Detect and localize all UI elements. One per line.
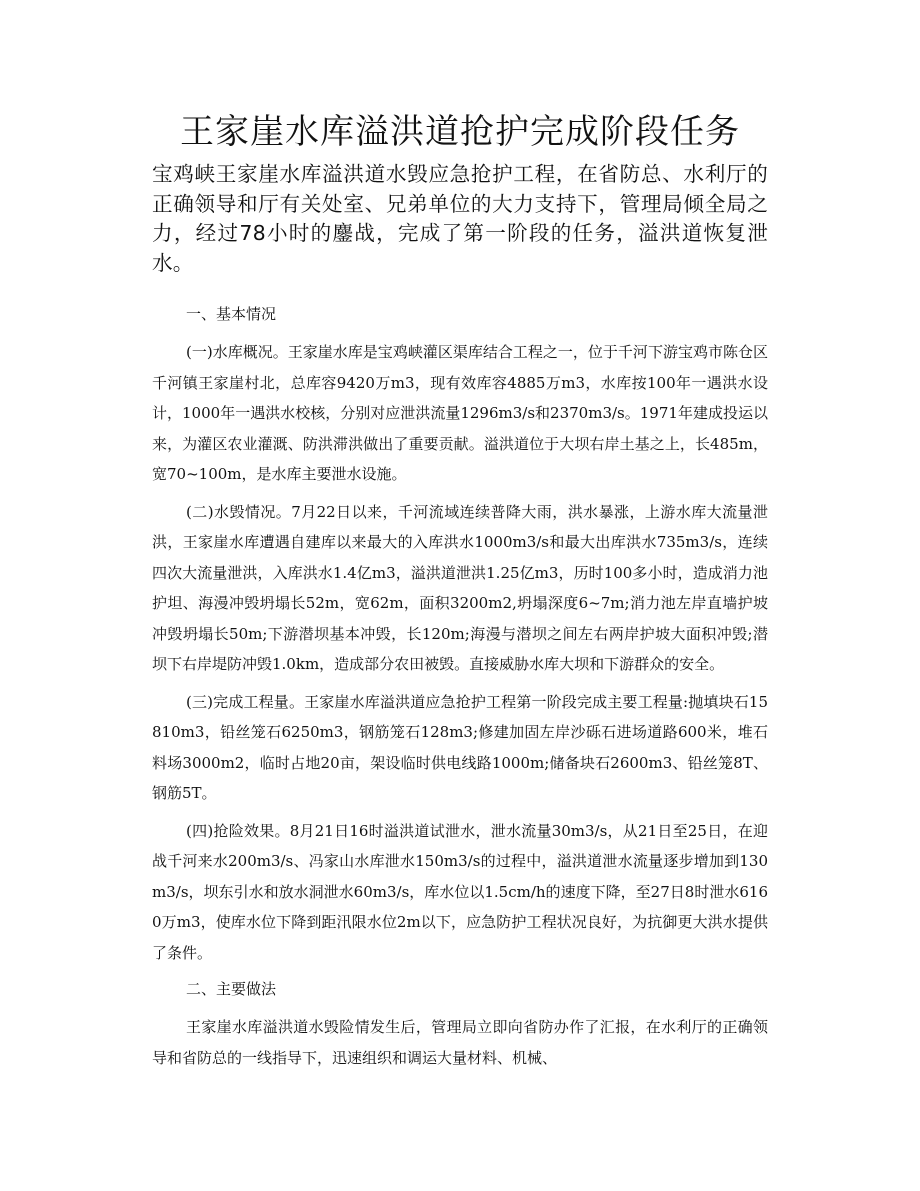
paragraph-main-practices: 王家崖水库溢洪道水毁险情发生后，管理局立即向省防办作了汇报，在水利厅的正确领导和省防总的一线指导下，迅速组织和调运大量材料、机械、	[152, 1018, 768, 1067]
paragraph-reservoir-overview: (一)水库概况。王家崖水库是宝鸡峡灌区渠库结合工程之一，位于千河下游宝鸡市陈仓区千河镇王家崖村北，总库容9420万m3，现有效库容4885万m3，水库按100年一遇洪水设计，1000年一遇洪水校核，分别对应泄洪流量1296m3/s和2370m3/s。1971年建成投运以来，为灌区农业灌溉、防洪滞洪做出了重要贡献。溢洪道位于大坝右岸土基之上，长485m，宽70~100m，是水库主要泄水设施。	[152, 343, 768, 483]
lead-paragraph: 宝鸡峡王家崖水库溢洪道水毁应急抢护工程，在省防总、水利厅的正确领导和厅有关处室、兄弟单位的大力支持下，管理局倾全局之力，经过78小时的鏖战，完成了第一阶段的任务，溢洪道恢复泄水。	[152, 162, 768, 275]
paragraph-work-completed: (三)完成工程量。王家崖水库溢洪道应急抢护工程第一阶段完成主要工程量:抛填块石15810m3，铅丝笼石6250m3，钢筋笼石128m3;修建加固左岸沙砾石进场道路600米，堆石料场3000m2，临时占地20亩，架设临时供电线路1000m;储备块石2600m3、铅丝笼8T、钢筋5T。	[152, 692, 768, 802]
document-page	[152, 108, 768, 1080]
document-title: 王家崖水库溢洪道抢护完成阶段任务	[180, 112, 740, 152]
section-heading-main-practices: 二、主要做法	[186, 980, 277, 998]
paragraph-flood-damage: (二)水毁情况。7月22日以来，千河流域连续普降大雨，洪水暴涨，上游水库大流量泄洪，王家崖水库遭遇自建库以来最大的入库洪水1000m3/s和最大出库洪水735m3/s，连续四次大流量泄洪，入库洪水1.4亿m3，溢洪道泄洪1.25亿m3，历时100多小时，造成消力池护坦、海漫冲毁坍塌长52m，宽62m，面积3200m2,坍塌深度6~7m;消力池左岸直墙护坡冲毁坍塌长50m;下游潜坝基本冲毁，长120m;海漫与潜坝之间左右两岸护坡大面积冲毁;潜坝下右岸堤防冲毁1.0km，造成部分农田被毁。直接威胁水库大坝和下游群众的安全。	[152, 502, 768, 673]
paragraph-rescue-effect: (四)抢险效果。8月21日16时溢洪道试泄水，泄水流量30m3/s，从21日至25日，在迎战千河来水200m3/s、冯家山水库泄水150m3/s的过程中，溢洪道泄水流量逐步增加到130m3/s，坝东引水和放水洞泄水60m3/s，库水位以1.5cm/h的速度下降，至27日8时泄水6160万m3，使库水位下降到距汛限水位2m以下，应急防护工程状况良好，为抗御更大洪水提供了条件。	[152, 821, 768, 962]
section-heading-basic-info: 一、基本情况	[186, 305, 277, 323]
